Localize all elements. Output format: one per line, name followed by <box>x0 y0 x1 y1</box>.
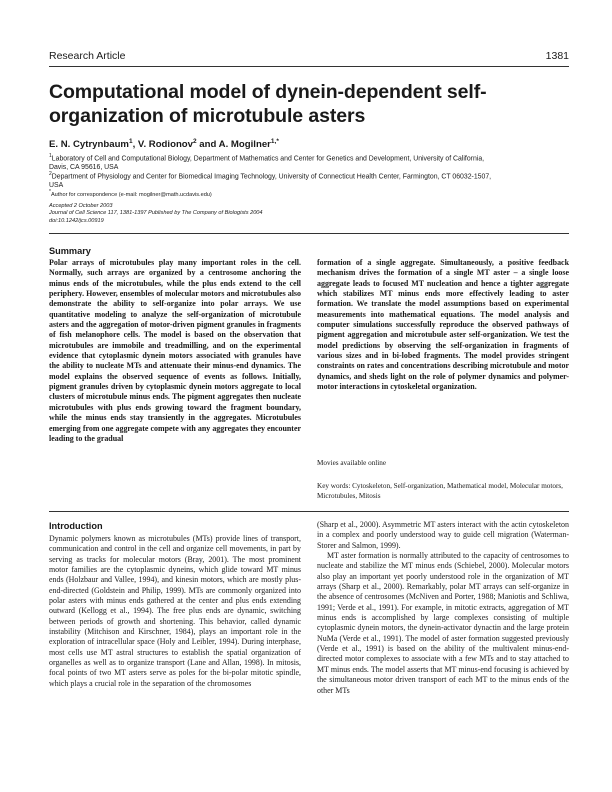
page-number: 1381 <box>545 50 569 62</box>
author-1: E. N. Cytrynbaum <box>49 139 129 151</box>
journal-citation: Journal of Cell Science 117, 1381-1397 Published by The Company of Biologists 2004 <box>49 210 263 217</box>
accepted-date: Accepted 2 October 2003 <box>49 203 113 209</box>
correspondence <box>49 188 569 200</box>
affiliation-1-mark: 1 <box>49 153 52 159</box>
article-type: Research Article <box>49 50 126 62</box>
movies-note: Movies available online <box>317 459 387 467</box>
header-rule <box>49 66 569 67</box>
title-line-1: Computational model of dynein-dependent self- <box>49 81 487 103</box>
summary-right-column: formation of a single aggregate. Simultaneously, a positive feedback mechanism drives the formation of a single MT aster – a single loose aggregate leads to focused MT nucleation and hence a tighter aggregate which stabilizes MT minus ends more effectively leading to aster formation. We translate the model assumptions based on experimental measurements into mathematical equations. The model analysis and computer simulations successfully reproduce the observed pathways of pigment aggregation and microtubule aster self-organization. We test the model predictions by observing the self-organization in fragments of various sizes and in bi-lobed fragments. The model provides stringent constraints on rates and concentrations describing microtubule and motor dynamics, and sheds light on the role of polymer dynamics and polymer-motor interactions in cytoskeletal organization. <box>317 258 569 392</box>
intro-left-column <box>49 534 301 689</box>
author-3-affil: 1,* <box>270 138 279 145</box>
affiliation-2-cont: USA <box>49 182 64 190</box>
author-1-affil: 1 <box>128 138 133 145</box>
affiliation-2-text: Department of Physiology and Center for Biomedical Imaging Technology, University of Connecticut Health Center, Farmington, CT 06032-1507, <box>51 173 492 181</box>
keywords: Key words: Cytoskeleton, Self-organization, Mathematical model, Molecular motors, Microtubules, Mitosis <box>317 482 563 500</box>
intro-paragraph-1-cont: (Sharp et al., 2000). Asymmetric MT asters interact with the actin cytoskeleton in a complex and poorly understood way to guide cell migration (Waterman-Storer and Salmon, 1999). <box>317 520 569 550</box>
affiliation-1-cont: Davis, CA 95616, USA <box>49 164 119 172</box>
intro-paragraph-1: Dynamic polymers known as microtubules (MTs) provide lines of transport, communication and control in the cell and organize cell movements, in part by serving as tracks for molecular motors (Bray, 2001). The most prominent motor families are the cytoplasmic dyneins, which glide toward MT minus ends (Holzbaur and Vallee, 1994), and kinesin motors, which are mostly plus-end-directed (Goldstein and Philip, 1999). MTs are commonly organized into polar asters with minus ends gathered at the center and plus ends extending outward (Kellogg et al., 1994). The free plus ends are dynamic, switching between periods of growth and shortening. This behavior, called dynamic instability (Mitchison and Kirschner, 1984), plays an important role in the exploration of intracellular space (Holy and Leibler, 1994). During interphase, most cells use MT astral structures to establish the spatial organization of organelles as well as to organize transport (Lane and Allan, 1998). In mitosis, focal points of two MT asters serve as poles for the bi-polar mitotic spindle, which plays a crucial role in the separation of the chromosomes <box>49 534 301 688</box>
summary-left-column: Polar arrays of microtubules play many important roles in the cell. Normally, such arrays are organized by a centrosome anchoring the minus ends of the microtubules, while the plus ends extend to the cell periphery. However, ensembles of molecular motors and microtubules also demonstrate the ability to self-organize into polar arrays. We use quantitative modeling to analyze the self-organization of microtubule asters and the aggregation of motor-driven pigment granules in fragments of fish melanophore cells. The model is based on the observation that microtubules are immobile and treadmilling, and on the experimental evidence that cytoplasmic dynein motors associated with granules have the ability to nucleate MTs and attenuate their minus-end dynamics. The model explains the observed sequence of events as follows. Initially, pigment granules driven by cytoplasmic dynein motors aggregate to local clusters of microtubule minus ends. The pigment aggregates then nucleate microtubules with plus ends growing toward the fragment boundary, while the minus ends stay transiently in the aggregates. Microtubules emerging from one aggregate compete with any aggregates they encounter leading to the gradual <box>49 258 301 443</box>
affiliation-2-mark: 2 <box>49 171 52 177</box>
paper-title <box>49 80 569 128</box>
correspondence-mark: * <box>49 189 51 195</box>
summary-heading: Summary <box>49 246 91 256</box>
intro-paragraph-2: MT aster formation is normally attributed to the capacity of centrosomes to nucleate and stabilize the MT minus ends (Schiebel, 2000). Molecular motors also play an important yet poorly understood role in the organization of MT arrays (Sharp et al., 2000). Remarkably, polar MT arrays can self-organize in the absence of centrosomes (McNiven and Porter, 1988; Maniotis and Schliwa, 1991; Verde et al., 1991). For example, in mitotic extracts, aggregation of MT minus ends is accomplished by large complexes consisting of multiple cytoplasmic dynein motors, the dynein-activator dynactin and the large protein NuMa (Verde et al., 1991). The model of aster formation suggested previously (Verde et al., 1991) is based on the ability of the multivalent minus-end-directed motor complexes to associate with a few MTs and to stay attached to MT minus ends. The model asserts that MT minus-end focusing is achieved by the simultaneous motor driven transport of each MT to the minus ends of the other MTs <box>317 551 569 695</box>
author-2: , V. Rodionov <box>132 139 194 151</box>
introduction-heading: Introduction <box>49 521 103 531</box>
running-header <box>49 50 569 64</box>
publication-meta <box>49 203 263 225</box>
author-list <box>49 138 279 150</box>
correspondence-text: Author for correspondence (e-mail: mogilner@math.ucdavis.edu) <box>50 191 212 198</box>
meta-rule <box>49 233 569 234</box>
summary-rule <box>49 511 569 512</box>
affiliation-1-text: Laboratory of Cell and Computational Biology, Department of Mathematics and Center for Genetics and Development, University of California, <box>51 155 485 163</box>
author-2-affil: 2 <box>193 138 197 145</box>
intro-right-column <box>317 520 569 696</box>
title-line-2: organization of microtubule asters <box>49 105 366 127</box>
doi: doi:10.1242/jcs.00919 <box>49 217 104 224</box>
author-3: and A. Mogilner <box>196 139 271 151</box>
